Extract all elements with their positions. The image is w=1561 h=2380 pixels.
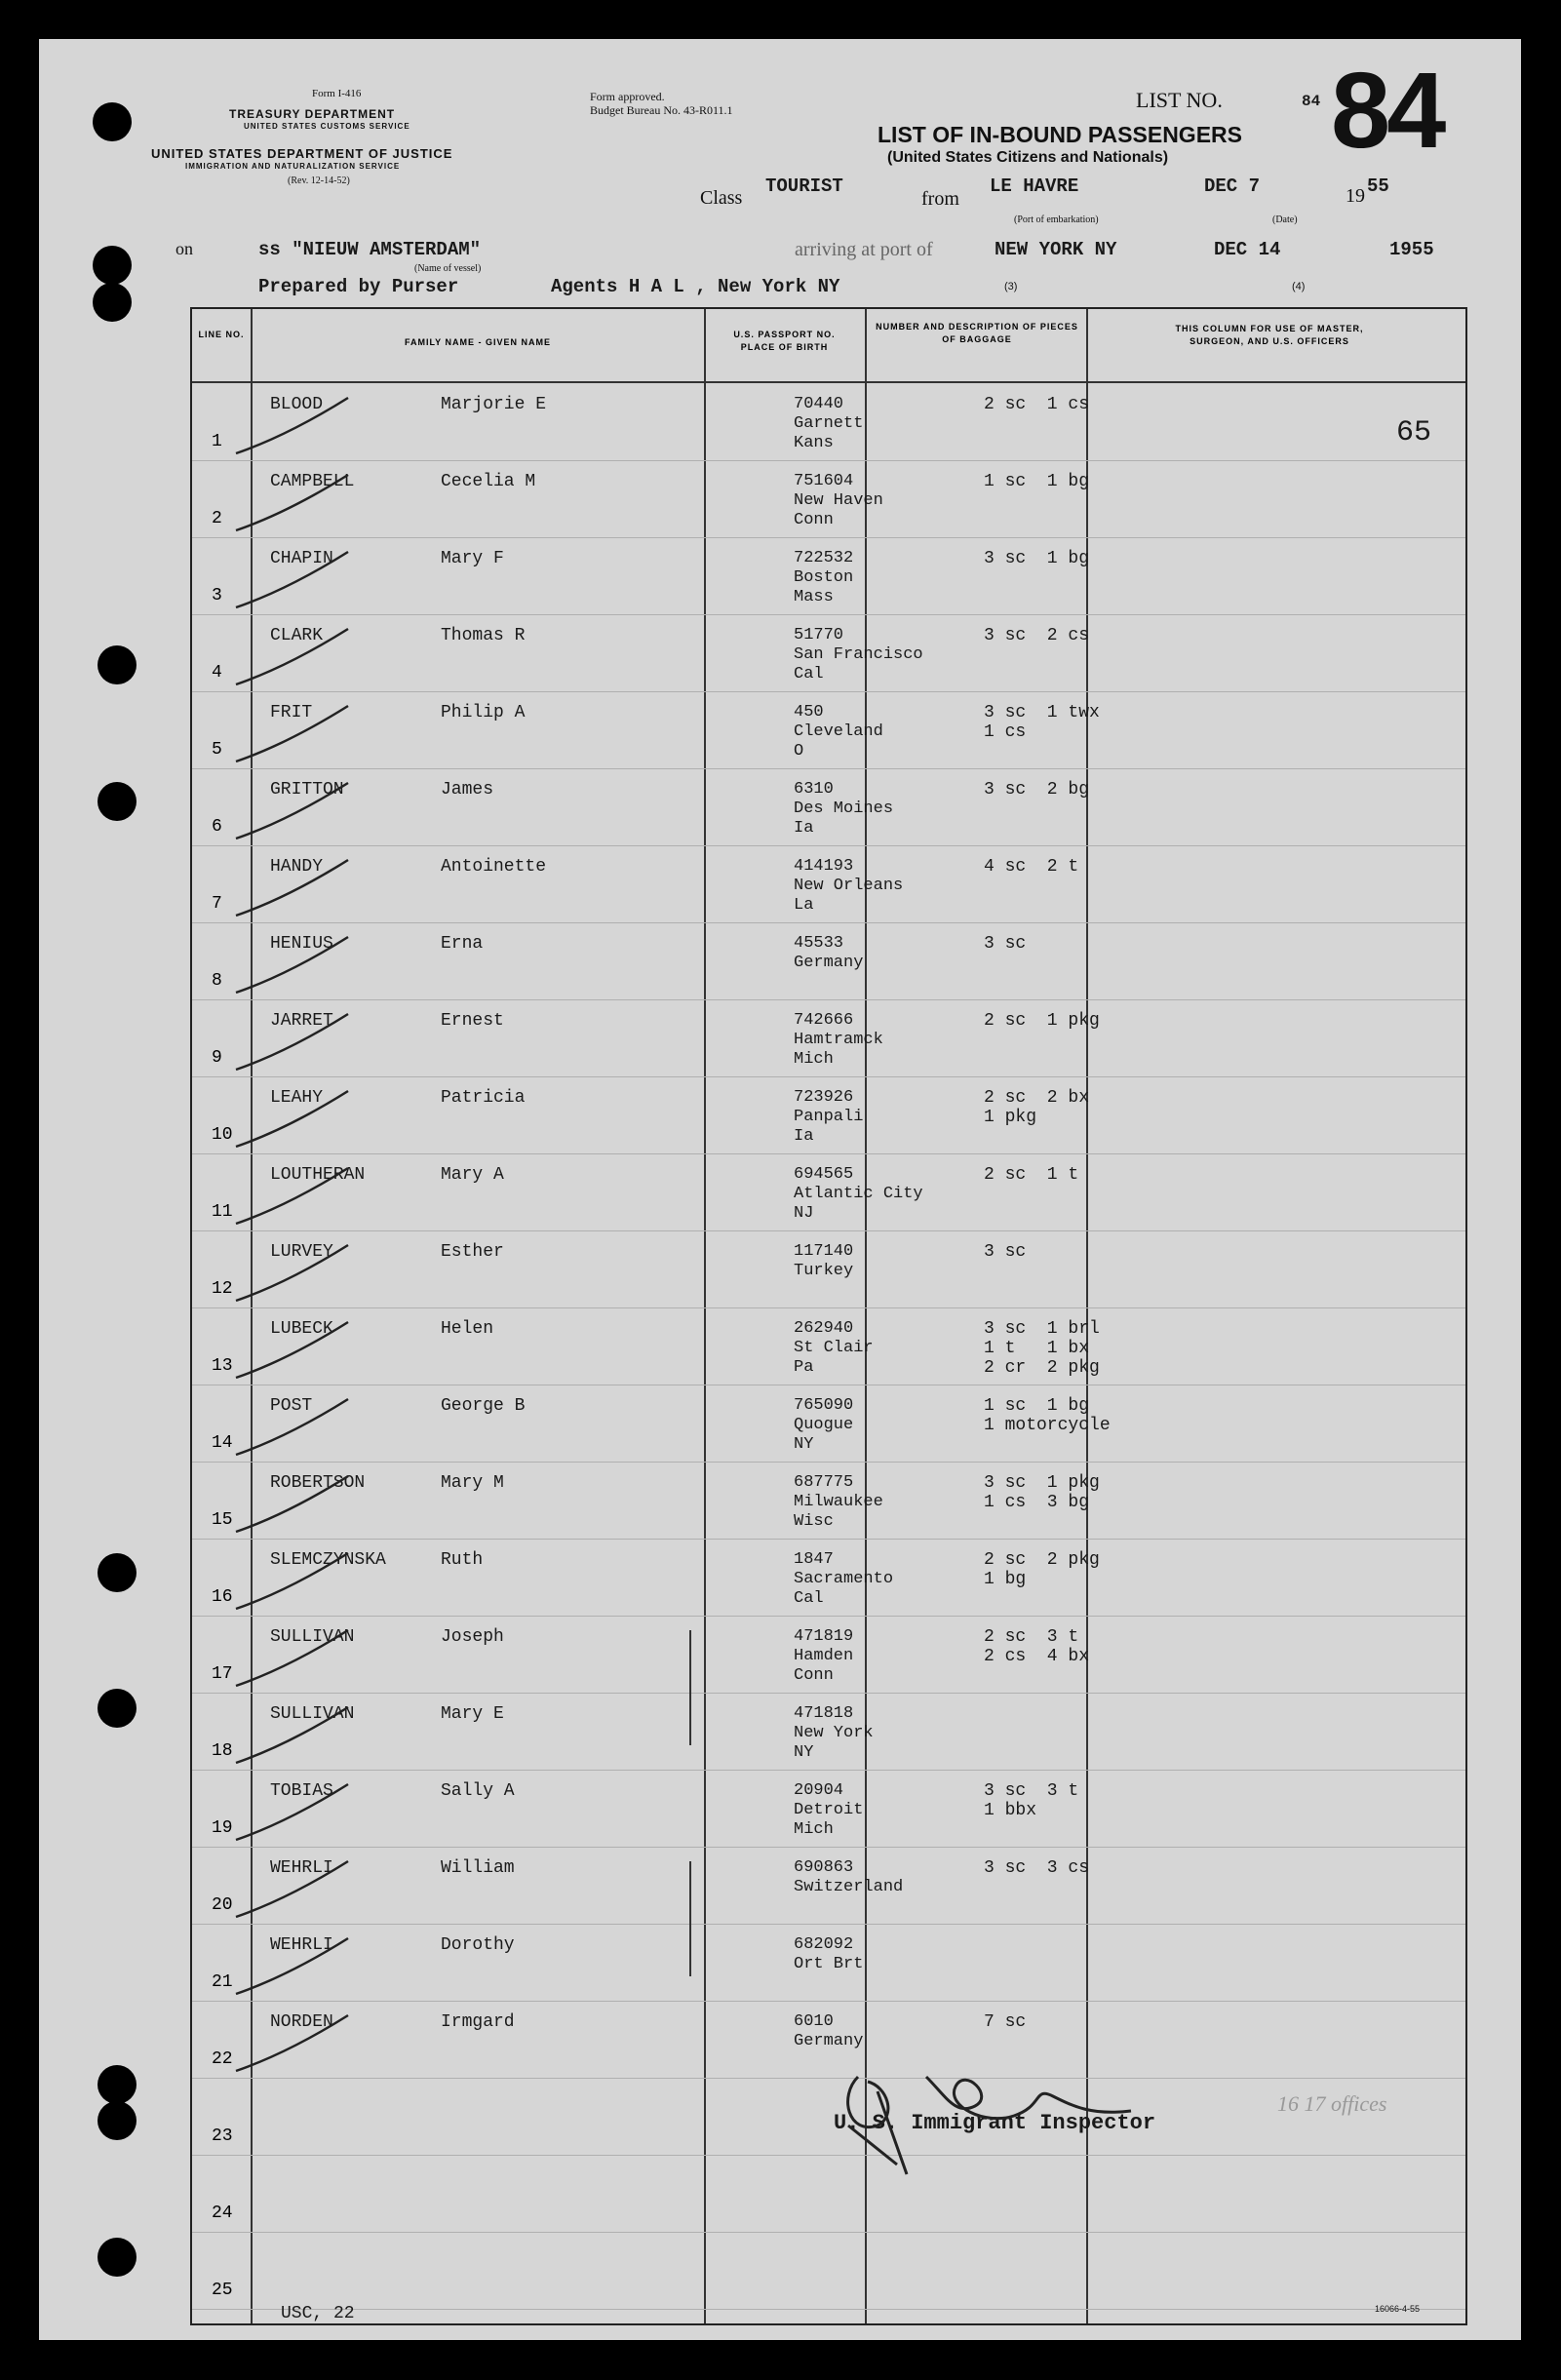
col-divider (1086, 309, 1088, 2323)
form-number: Form I-416 (312, 88, 362, 99)
passport-birthplace: 45533 Germany (794, 934, 864, 972)
passport-birthplace: 471818 New York NY (794, 1704, 874, 1762)
page-subtitle: (United States Citizens and Nationals) (887, 149, 1169, 166)
given-name: Irmgard (441, 2012, 515, 2032)
punch-hole (93, 246, 132, 285)
family-name: HENIUS (270, 934, 333, 954)
passport-birthplace: 1847 Sacramento Cal (794, 1550, 894, 1608)
list-no-label: LIST NO. (1136, 88, 1223, 112)
baggage: 3 sc 1 brl 1 t 1 bx 2 cr 2 pkg (984, 1319, 1100, 1378)
caption-4: (4) (1292, 281, 1306, 293)
check-mark (231, 1625, 358, 1694)
check-mark (231, 1009, 358, 1077)
given-name: William (441, 1858, 515, 1878)
row-divider (192, 1539, 1465, 1540)
given-name: Sally A (441, 1781, 515, 1801)
pencil-note: 16 17 offices (1277, 2091, 1387, 2116)
check-mark (231, 1856, 358, 1925)
baggage: 3 sc 1 twx 1 cs (984, 703, 1100, 742)
given-name: Dorothy (441, 1935, 515, 1955)
col-header-officers: THIS COLUMN FOR USE OF MASTER, SURGEON, AND U.S. OFFICERS (1175, 324, 1364, 346)
col-divider (865, 309, 867, 2323)
row-divider (192, 1076, 1465, 1077)
given-name: Antoinette (441, 857, 547, 877)
family-name: CLARK (270, 626, 324, 645)
line-number: 14 (212, 1433, 233, 1453)
row-divider (192, 1847, 1465, 1848)
row-divider (192, 2001, 1465, 2002)
baggage: 3 sc 1 bg (984, 549, 1090, 568)
given-name: George B (441, 1396, 526, 1416)
check-mark (231, 1548, 358, 1617)
line-number: 3 (212, 586, 222, 605)
passport-birthplace: 682092 Ort Brt (794, 1935, 864, 1973)
check-mark (231, 778, 358, 846)
baggage: 2 sc 2 pkg 1 bg (984, 1550, 1100, 1589)
given-name: Mary M (441, 1473, 504, 1493)
family-name: LEAHY (270, 1088, 324, 1108)
row-divider (192, 768, 1465, 769)
baggage: 2 sc 3 t 2 cs 4 bx (984, 1627, 1090, 1666)
list-prefix: 84 (1302, 93, 1321, 110)
given-name: James (441, 780, 494, 800)
col-header-baggage: NUMBER AND DESCRIPTION OF PIECES OF BAGGAGE (876, 322, 1078, 344)
caption-3: (3) (1004, 281, 1018, 293)
line-number: 4 (212, 663, 222, 683)
col-header-line: LINE NO. (198, 330, 245, 339)
line-number: 13 (212, 1356, 233, 1376)
port-embark-caption: (Port of embarkation) (1014, 215, 1099, 225)
row-divider (192, 537, 1465, 538)
baggage: 3 sc 3 t 1 bbx (984, 1781, 1079, 1820)
family-name: TOBIAS (270, 1781, 333, 1801)
family-name: WEHRLI (270, 1935, 333, 1955)
baggage: 3 sc (984, 1242, 1027, 1262)
row-divider (192, 1307, 1465, 1308)
given-name: Philip A (441, 703, 526, 722)
punch-hole (98, 2065, 137, 2104)
passport-birthplace: 471819 Hamden Conn (794, 1627, 854, 1685)
passport-birthplace: 690863 Switzerland (794, 1858, 904, 1896)
family-name: SLEMCZYNSKA (270, 1550, 386, 1570)
passport-birthplace: 694565 Atlantic City NJ (794, 1165, 923, 1223)
line-number: 6 (212, 817, 222, 837)
inspector-label: U. S. Immigrant Inspector (834, 2111, 1156, 2135)
family-name: WEHRLI (270, 1858, 333, 1878)
arrival-port: NEW YORK NY (995, 239, 1117, 260)
given-name: Cecelia M (441, 472, 536, 491)
check-mark (231, 1240, 358, 1308)
from-label: from (921, 188, 959, 210)
family-name: JARRET (270, 1011, 333, 1031)
passport-birthplace: 742666 Hamtramck Mich (794, 1011, 883, 1069)
baggage: 7 sc (984, 2012, 1027, 2032)
line-number: 25 (212, 2281, 233, 2300)
vessel-caption: (Name of vessel) (414, 263, 482, 274)
passport-birthplace: 20904 Detroit Mich (794, 1781, 864, 1839)
row-divider (192, 1770, 1465, 1771)
family-name: CAMPBELL (270, 472, 355, 491)
baggage: 3 sc 1 pkg 1 cs 3 bg (984, 1473, 1100, 1512)
line-number: 18 (212, 1741, 233, 1761)
baggage: 3 sc 2 cs (984, 626, 1090, 645)
on-label: on (176, 239, 193, 258)
family-name: ROBERTSON (270, 1473, 366, 1493)
vessel-name: ss "NIEUW AMSTERDAM" (258, 239, 482, 260)
line-number: 11 (212, 1202, 233, 1222)
row-divider (192, 922, 1465, 923)
family-name: BLOOD (270, 395, 324, 414)
line-number: 5 (212, 740, 222, 760)
passport-birthplace: 6010 Germany (794, 2012, 864, 2050)
check-mark (231, 1933, 358, 2002)
given-name: Ruth (441, 1550, 484, 1570)
bottom-left-code: USC, 22 (281, 2304, 355, 2323)
row-divider (192, 1924, 1465, 1925)
line-number: 12 (212, 1279, 233, 1299)
line-number: 8 (212, 971, 222, 991)
line-number: 24 (212, 2204, 233, 2223)
line-number: 10 (212, 1125, 233, 1145)
row-divider (192, 460, 1465, 461)
form-approved: Form approved. (590, 90, 665, 103)
justice-label: UNITED STATES DEPARTMENT OF JUSTICE (151, 146, 453, 161)
line-number: 9 (212, 1048, 222, 1068)
passport-birthplace: 722532 Boston Mass (794, 549, 854, 606)
line-number: 1 (212, 432, 222, 451)
class-value: TOURIST (765, 176, 843, 197)
given-name: Mary A (441, 1165, 504, 1185)
given-name: Esther (441, 1242, 504, 1262)
class-label: Class (700, 187, 743, 209)
family-name: LURVEY (270, 1242, 333, 1262)
baggage: 1 sc 1 bg 1 motorcycle (984, 1396, 1111, 1435)
prepared-by: Prepared by Purser (258, 276, 459, 297)
passport-birthplace: 751604 New Haven Conn (794, 472, 883, 529)
bottom-right-code: 16066-4-55 (1375, 2304, 1421, 2314)
check-mark (231, 624, 358, 692)
row-divider (192, 1462, 1465, 1463)
given-name: Joseph (441, 1627, 504, 1647)
family-name: SULLIVAN (270, 1704, 355, 1724)
family-name: LOUTHERAN (270, 1165, 366, 1185)
budget-number: Budget Bureau No. 43-R011.1 (590, 103, 733, 117)
family-name: FRIT (270, 703, 313, 722)
line-number: 15 (212, 1510, 233, 1530)
passport-birthplace: 687775 Milwaukee Wisc (794, 1473, 883, 1531)
baggage: 2 sc 2 bx 1 pkg (984, 1088, 1090, 1127)
agents: Agents H A L , New York NY (551, 276, 840, 297)
row-divider (192, 1693, 1465, 1694)
baggage: 2 sc 1 cs (984, 395, 1090, 414)
punch-hole (93, 102, 132, 141)
date-caption: (Date) (1272, 215, 1298, 225)
line-number: 23 (212, 2126, 233, 2146)
baggage: 3 sc 3 cs (984, 1858, 1090, 1878)
family-name: NORDEN (270, 2012, 333, 2032)
inspector-signature (819, 2038, 1190, 2184)
punch-hole (98, 645, 137, 684)
passport-birthplace: 51770 San Francisco Cal (794, 626, 923, 683)
punch-hole (93, 283, 132, 322)
family-name: POST (270, 1396, 313, 1416)
immigration-label: IMMIGRATION AND NATURALIZATION SERVICE (185, 162, 401, 171)
col-header-passport: U.S. PASSPORT NO. PLACE OF BIRTH (733, 330, 836, 352)
list-number: 84 (1331, 51, 1443, 171)
punch-hole (98, 1553, 137, 1592)
revision: (Rev. 12-14-52) (288, 176, 350, 186)
line-number: 22 (212, 2049, 233, 2069)
line-number: 20 (212, 1895, 233, 1915)
punch-hole (98, 782, 137, 821)
family-name: SULLIVAN (270, 1627, 355, 1647)
row-divider (192, 1616, 1465, 1617)
row-divider (192, 999, 1465, 1000)
passport-birthplace: 765090 Quogue NY (794, 1396, 854, 1454)
row-divider (192, 845, 1465, 846)
punch-hole (98, 2101, 137, 2140)
check-mark (231, 1779, 358, 1848)
line-number: 2 (212, 509, 222, 528)
port-of-embarkation: LE HAVRE (990, 176, 1079, 197)
page-title: LIST OF IN-BOUND PASSENGERS (878, 122, 1242, 147)
embark-date: DEC 7 (1204, 176, 1261, 197)
family-name: HANDY (270, 857, 324, 877)
row-divider (192, 2309, 1465, 2310)
line-number: 7 (212, 894, 222, 914)
passport-birthplace: 262940 St Clair Pa (794, 1319, 874, 1377)
family-name: CHAPIN (270, 549, 333, 568)
given-name: Thomas R (441, 626, 526, 645)
customs-label: UNITED STATES CUSTOMS SERVICE (244, 122, 410, 131)
punch-hole (98, 2238, 137, 2277)
punch-hole (98, 1689, 137, 1728)
family-bracket (689, 1630, 691, 1745)
col-header-name: FAMILY NAME - GIVEN NAME (404, 337, 551, 347)
arrival-date: DEC 14 (1214, 239, 1281, 260)
family-name: LUBECK (270, 1319, 333, 1339)
line-number: 19 (212, 1818, 233, 1838)
check-mark (231, 1317, 358, 1385)
baggage: 1 sc 1 bg (984, 472, 1090, 491)
check-mark (231, 855, 358, 923)
passport-birthplace: 70440 Garnett Kans (794, 395, 864, 452)
baggage: 2 sc 1 t (984, 1165, 1079, 1185)
row-divider (192, 691, 1465, 692)
header-divider (192, 381, 1465, 383)
check-mark (231, 1086, 358, 1154)
given-name: Mary F (441, 549, 504, 568)
passport-birthplace: 6310 Des Moines Ia (794, 780, 894, 838)
given-name: Erna (441, 934, 484, 954)
given-name: Mary E (441, 1704, 504, 1724)
arriving-label: arriving at port of (795, 239, 933, 260)
treasury-label: TREASURY DEPARTMENT (229, 107, 396, 121)
given-name: Ernest (441, 1011, 504, 1031)
family-name: GRITTON (270, 780, 344, 800)
baggage: 2 sc 1 pkg (984, 1011, 1100, 1031)
row-divider (192, 614, 1465, 615)
line-number: 21 (212, 1972, 233, 1992)
check-mark (231, 1471, 358, 1540)
row-divider (192, 1230, 1465, 1231)
check-mark (231, 701, 358, 769)
arrival-year: 1955 (1389, 239, 1434, 260)
row-divider (192, 2232, 1465, 2233)
page-stamp: 65 (1396, 416, 1432, 449)
col-divider (704, 309, 706, 2323)
line-number: 17 (212, 1664, 233, 1684)
given-name: Helen (441, 1319, 494, 1339)
year-prefix: 19 (1346, 185, 1365, 207)
passport-birthplace: 117140 Turkey (794, 1242, 854, 1280)
document-sheet (39, 39, 1521, 2340)
given-name: Marjorie E (441, 395, 547, 414)
check-mark (231, 1394, 358, 1463)
passport-birthplace: 414193 New Orleans La (794, 857, 904, 915)
baggage: 3 sc 2 bg (984, 780, 1090, 800)
baggage: 4 sc 2 t (984, 857, 1079, 877)
check-mark (231, 547, 358, 615)
check-mark (231, 393, 358, 461)
given-name: Patricia (441, 1088, 526, 1108)
line-number: 16 (212, 1587, 233, 1607)
check-mark (231, 1163, 358, 1231)
check-mark (231, 2010, 358, 2079)
check-mark (231, 1702, 358, 1771)
check-mark (231, 470, 358, 538)
check-mark (231, 932, 358, 1000)
family-bracket (689, 1861, 691, 1976)
baggage: 3 sc (984, 934, 1027, 954)
embark-year: 55 (1367, 176, 1389, 197)
row-divider (192, 1153, 1465, 1154)
passport-birthplace: 450 Cleveland O (794, 703, 883, 761)
passenger-table (190, 307, 1467, 2325)
passport-birthplace: 723926 Panpali Ia (794, 1088, 864, 1146)
